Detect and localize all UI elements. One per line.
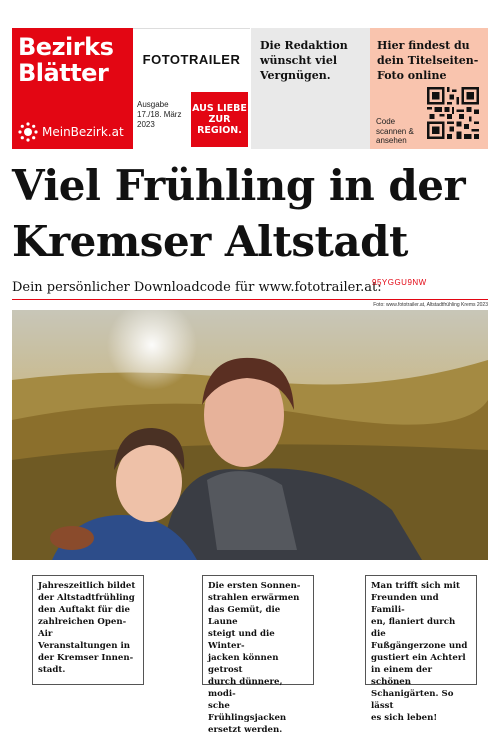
- issue-year: 2023: [137, 120, 155, 129]
- divider-rule: [12, 299, 488, 300]
- logo-website: MeinBezirk.at: [42, 125, 124, 139]
- logo-title: Bezirks Blätter: [18, 33, 114, 87]
- qr-code[interactable]: [427, 87, 479, 139]
- issue-info: [137, 100, 187, 130]
- caption-box-3: [365, 575, 477, 723]
- issue-label: Ausgabe: [137, 100, 169, 109]
- caption-box-2: [202, 575, 314, 735]
- caption-text-3: Man trifft sich mit Freunden und Famili- en, flaniert durch die Fußgängerzone und gustiert ein Achterl in einem der schönen Schanigärten. So lässt es sich leben!: [371, 581, 468, 723]
- caption-text-2: Die ersten Sonnen- strahlen erwärmen das Gemüt, die Laune steigt und die Winter- jacken können getrost durch dünnere, modi- sche Frühlingsjacken ersetzt werden.: [208, 581, 301, 735]
- headline: [12, 158, 492, 270]
- bezirksblaetter-logo: [12, 28, 133, 149]
- sun-logo-icon: [18, 122, 38, 142]
- download-text: Dein persönlicher Downloadcode für www.fototrailer.at:: [12, 280, 382, 295]
- headline-line-1: Viel Frühling in der: [12, 161, 466, 210]
- headline-line-2: Kremser Altstadt: [12, 217, 408, 266]
- photo-credit: Foto: www.fototrailer.at, Altstadtfrühling Krems 2023: [373, 302, 488, 308]
- cover-photo: [12, 310, 488, 560]
- code-hint: Code scannen & ansehen: [376, 117, 414, 145]
- issue-date: 17./18. März: [137, 110, 182, 119]
- caption-text-1: Jahreszeitlich bildet der Altstadtfrühling den Auftakt für die zahlreichen Open-Air Veranstaltungen in der Kremser Innen- stadt.: [38, 581, 136, 675]
- fototrailer-label: FOTOTRAILER: [142, 52, 241, 67]
- titlephoto-text: Hier findest du dein Titelseiten-Foto online: [377, 39, 479, 82]
- fototrailer-box: [133, 28, 250, 90]
- titlephoto-box: [370, 28, 488, 149]
- redaktion-box: [251, 28, 370, 149]
- tagline-box: [191, 92, 248, 147]
- download-code: 95YGGU9NW: [372, 278, 427, 287]
- redaktion-text: Die Redaktion wünscht viel Vergnügen.: [260, 39, 348, 82]
- caption-box-1: [32, 575, 144, 685]
- logo-sub: [18, 122, 124, 142]
- cover-photo-illustration: [12, 310, 488, 560]
- tagline: AUS LIEBE ZUR REGION.: [192, 103, 247, 136]
